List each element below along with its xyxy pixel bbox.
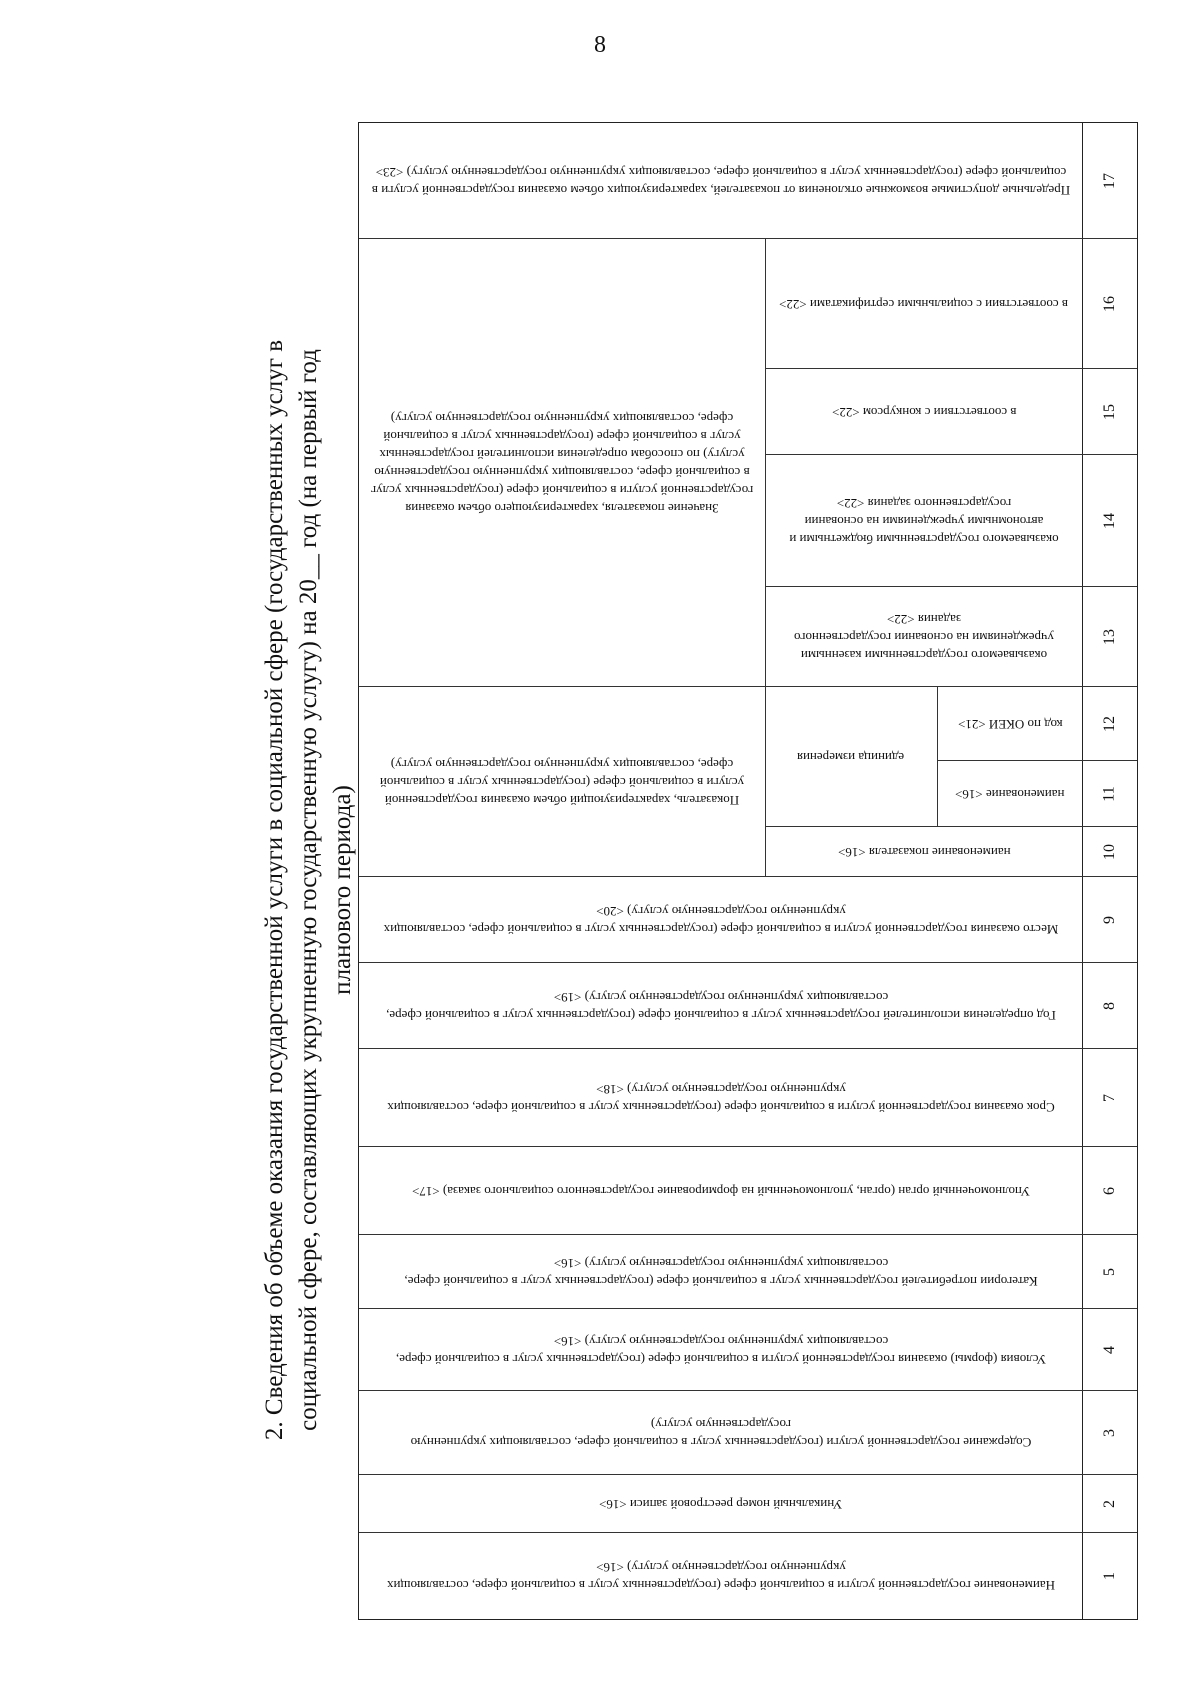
header-cell-15: в соответствии с конкурсом <22> bbox=[831, 404, 1017, 420]
table-row-col3 bbox=[359, 1391, 1137, 1475]
group-header-13-16: Значение показателя, характеризующего объем оказания государственной услуги в социальной сфере (государственных услуг в социальной сфере, составляющих укрупненную государственную услугу) по способам определения исполнителей государственных услуг в социальной сфере (государственных услуг в социальной сфере, составляющих укрупненную государственную услугу) bbox=[370, 410, 754, 516]
header-cell-13: оказываемого государственными казенными учреждениями на основании государственного задания <22> bbox=[793, 611, 1055, 663]
table-row-col14 bbox=[765, 455, 1137, 587]
header-cell-8: Год определения исполнителей государственных услуг в социальной сфере (государственных услуг в социальной сфере, составляющих укрупненную государственную услугу) <19> bbox=[386, 989, 1056, 1023]
table-row-col4 bbox=[359, 1309, 1137, 1391]
header-cell-2: Уникальный номер реестровой записи <16> bbox=[599, 1496, 843, 1512]
column-number-16: 16 bbox=[1082, 239, 1137, 368]
title-line-1: 2. Сведения об объеме оказания государственной услуги в социальной сфере (государственных услуг в bbox=[261, 339, 288, 1441]
column-number-9: 9 bbox=[1082, 877, 1137, 962]
group-header-11-12: единица измерения bbox=[797, 749, 905, 765]
table-row-col13 bbox=[765, 587, 1137, 687]
table-row-col9 bbox=[359, 877, 1137, 963]
table-row-col12 bbox=[937, 687, 1137, 761]
column-number-6: 6 bbox=[1082, 1147, 1137, 1234]
header-cell-16: в соответствии с социальными сертификатами <22> bbox=[779, 296, 1069, 312]
header-cell-14: оказываемого государственными бюджетными и автономными учреждениями на основании государственного задания <22> bbox=[789, 495, 1059, 547]
column-number-17: 17 bbox=[1082, 123, 1137, 238]
column-number-11: 11 bbox=[1082, 761, 1137, 826]
table-row-col5 bbox=[359, 1235, 1137, 1309]
table-row-col17 bbox=[359, 123, 1137, 239]
table-row-col16 bbox=[765, 239, 1137, 369]
table-row-col15 bbox=[765, 369, 1137, 455]
services-volume-table bbox=[358, 122, 1138, 1620]
column-number-12: 12 bbox=[1082, 687, 1137, 760]
table-row-col1 bbox=[359, 1533, 1137, 1619]
table-row-col8 bbox=[359, 963, 1137, 1049]
column-number-3: 3 bbox=[1082, 1391, 1137, 1474]
header-cell-4: Условия (формы) оказания государственной услуги в социальной сфере (государственных услуг в социальной сфере, составляющих укрупненную государственную услугу) <16> bbox=[395, 1333, 1047, 1367]
header-cell-17: Предельные допустимые возможные отклонения от показателей, характеризующих объем оказания государственной услуги в социальной сфере (государственных услуг в социальной сфере, составляющих укрупненную государственную услугу) <23> bbox=[371, 164, 1071, 198]
column-number-5: 5 bbox=[1082, 1235, 1137, 1308]
header-cell-6: Уполномоченный орган (орган, уполномоченный на формирование государственного социального заказа) <17> bbox=[412, 1183, 1030, 1199]
column-number-4: 4 bbox=[1082, 1309, 1137, 1390]
page-number: 8 bbox=[594, 32, 606, 58]
column-number-7: 7 bbox=[1082, 1049, 1137, 1146]
table-row-col11 bbox=[937, 761, 1137, 827]
column-number-1: 1 bbox=[1082, 1533, 1137, 1619]
header-cell-3: Содержание государственной услуги (государственных услуг в социальной сфере, составляющих укрупненную государственную услугу) bbox=[410, 1416, 1032, 1450]
header-cell-9: Место оказания государственной услуги в социальной сфере (государственных услуг в социальной сфере, составляющих укрупненную государственную услугу) <20> bbox=[383, 903, 1059, 937]
title-line-3: планового периода) bbox=[329, 785, 356, 995]
column-number-2: 2 bbox=[1082, 1475, 1137, 1532]
header-cell-7: Срок оказания государственной услуги в социальной сфере (государственных услуг в социальной сфере, составляющих укрупненную государственную услугу) <18> bbox=[387, 1081, 1055, 1115]
header-cell-11: наименование <16> bbox=[955, 786, 1065, 802]
section-title bbox=[258, 250, 368, 1530]
column-number-8: 8 bbox=[1082, 963, 1137, 1048]
header-cell-12: код по ОКЕИ <21> bbox=[957, 716, 1063, 732]
column-number-13: 13 bbox=[1082, 587, 1137, 686]
table-row-col10 bbox=[765, 827, 1137, 877]
title-line-2: социальной сфере, составляющих укрупненную государственную услугу) на 20__ год (на первый год bbox=[295, 349, 322, 1431]
header-cell-5: Категории потребителей государственных услуг в социальной сфере (государственных услуг в социальной сфере, составляющих укрупненную государственную услугу) <16> bbox=[404, 1255, 1038, 1289]
table-row-col6 bbox=[359, 1147, 1137, 1235]
column-number-10: 10 bbox=[1082, 827, 1137, 876]
header-cell-1: Наименование государственной услуги в социальной сфере (государственных услуг в социальной сфере, составляющих укрупненную государственную услугу) <16> bbox=[387, 1560, 1055, 1593]
column-number-14: 14 bbox=[1082, 455, 1137, 586]
table-row-col7 bbox=[359, 1049, 1137, 1147]
table-row-col2 bbox=[359, 1475, 1137, 1533]
group-header-10-12: Показатель, характеризующий объем оказания государственной услуги в социальной сфере (государственных услуг в социальной сфере, составляющих укрупненную государственную услугу) bbox=[379, 756, 745, 808]
header-cell-10: наименование показателя <16> bbox=[837, 844, 1011, 860]
column-number-15: 15 bbox=[1082, 369, 1137, 454]
